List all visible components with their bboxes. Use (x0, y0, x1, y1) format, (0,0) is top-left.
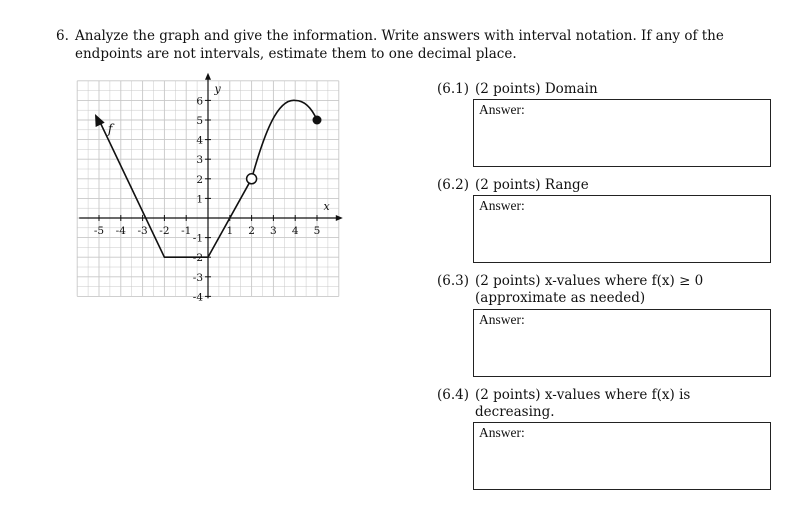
y-tick-label: 2 (196, 173, 203, 186)
answer-label: Answer: (479, 425, 525, 440)
question-text-line2: endpoints are not intervals, estimate them to one decimal place. (75, 46, 517, 62)
answer-box-6-4[interactable] (473, 422, 771, 490)
question-text-line1: Analyze the graph and give the information. Write answers with interval notation. If any of the (75, 28, 724, 44)
x-tick-label: -1 (181, 225, 192, 237)
function-label: f (107, 122, 113, 138)
y-tick-label: 6 (196, 95, 203, 108)
y-tick-label: 4 (196, 134, 203, 147)
x-tick-label: 4 (291, 225, 299, 237)
x-axis-arrow (336, 215, 343, 221)
part-text: (2 points) x-values where f(x) is decreasing. (475, 387, 691, 420)
y-axis-arrow (205, 73, 211, 80)
answer-label: Answer: (479, 102, 525, 117)
graph-axes (79, 73, 343, 299)
part-number: (6.3) (437, 273, 470, 289)
open-endpoint (247, 174, 257, 184)
answer-box-6-1[interactable] (473, 99, 771, 167)
answer-label: Answer: (479, 312, 525, 327)
y-tick-label: -2 (192, 252, 203, 265)
y-tick-label: 1 (196, 193, 203, 206)
x-tick-label: 1 (226, 225, 234, 237)
x-tick-label: 2 (248, 225, 255, 237)
graph-tick-labels (94, 95, 320, 303)
x-tick-label: -4 (115, 225, 126, 237)
x-tick-label: -5 (93, 225, 105, 237)
y-axis-label: y (214, 82, 221, 96)
answer-box-6-3[interactable] (473, 309, 771, 377)
part-number: (6.4) (437, 387, 470, 403)
x-tick-label: -2 (159, 225, 170, 237)
part-text: (2 points) Domain (475, 81, 598, 97)
y-tick-label: 5 (196, 115, 203, 127)
part-number: (6.1) (437, 81, 470, 97)
x-tick-label: 3 (270, 225, 277, 237)
closed-endpoint (313, 116, 322, 125)
answer-box-6-2[interactable] (473, 195, 771, 263)
function-graph (70, 72, 345, 312)
y-tick-label: -3 (192, 271, 203, 284)
part-number: (6.2) (437, 177, 470, 193)
y-tick-label: 3 (196, 154, 203, 167)
part-text: (2 points) x-values where f(x) ≥ 0 (approximate as needed) (475, 273, 704, 306)
x-tick-label: 5 (313, 225, 321, 237)
part-text: (2 points) Range (475, 177, 589, 193)
question-number: 6. (56, 28, 69, 44)
x-axis-label: x (323, 200, 330, 214)
x-tick-label: -3 (137, 225, 148, 237)
y-tick-label: -1 (192, 232, 203, 245)
answer-label: Answer: (479, 198, 525, 213)
curve-arrowhead (95, 114, 105, 127)
y-tick-label: -4 (192, 291, 203, 304)
